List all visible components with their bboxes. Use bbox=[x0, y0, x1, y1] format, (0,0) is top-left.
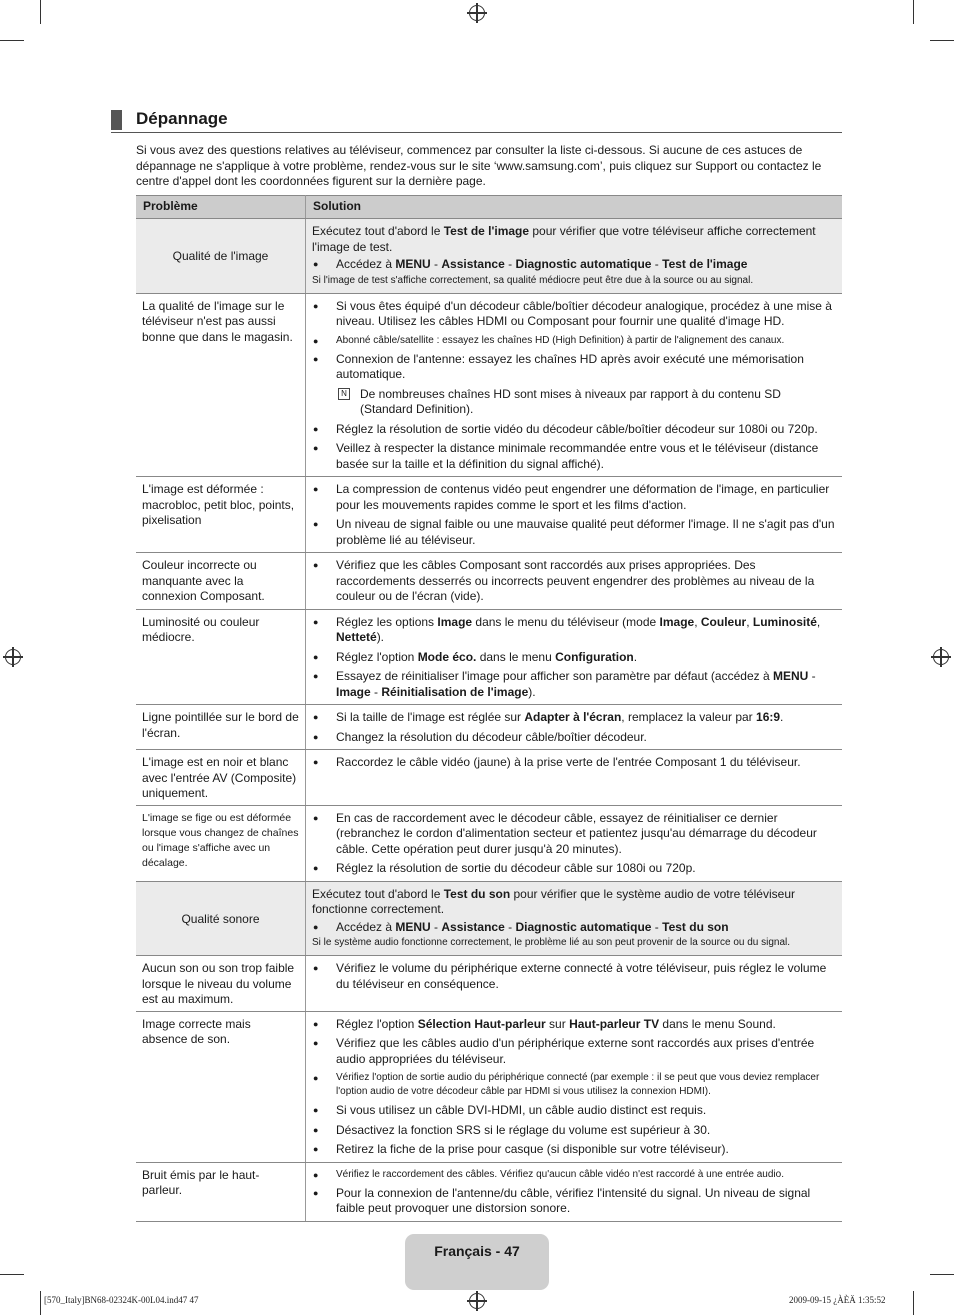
solution-cell bbox=[306, 805, 843, 881]
crop-mark bbox=[930, 1274, 954, 1275]
list-item-text: Si vous utilisez un câble DVI-HDMI, un câble audio distinct est requis. bbox=[336, 1103, 707, 1117]
note-item bbox=[312, 387, 836, 418]
table-row bbox=[136, 1162, 842, 1221]
table-row bbox=[136, 553, 842, 610]
bullet-icon: ● bbox=[313, 712, 319, 722]
list-item bbox=[312, 1017, 836, 1033]
bullet-icon: ● bbox=[313, 1124, 319, 1135]
problem-cell: Qualité sonore bbox=[136, 881, 306, 956]
heading-bar bbox=[111, 110, 122, 130]
print-info-left: [570_Italy]BN68-02324K-00L04.ind47 47 bbox=[44, 1295, 199, 1305]
list-item bbox=[312, 615, 836, 646]
intro-paragraph: Si vous avez des questions relatives au téléviseur, commencez par consulter la liste ci-dessous. Si aucune de ces astuces de dépannage ne s'applique à votre problème, rendez-vous sur le site ‘www.samsung.com’, puis cliquez sur Support ou contactez le centre d'appel dont les coordonnées figurent sur la dernière page. bbox=[136, 143, 822, 188]
list-item bbox=[312, 482, 836, 513]
table-row bbox=[136, 609, 842, 705]
list-item bbox=[312, 1142, 836, 1158]
list-item bbox=[312, 920, 836, 936]
page-number-badge bbox=[405, 1234, 549, 1290]
solution-list bbox=[312, 1017, 836, 1158]
solution-list bbox=[312, 558, 836, 605]
solution-list bbox=[312, 755, 836, 771]
table-row bbox=[136, 477, 842, 553]
table-row bbox=[136, 750, 842, 806]
list-item bbox=[312, 558, 836, 605]
list-item bbox=[312, 334, 836, 348]
solution-cell bbox=[306, 705, 843, 750]
list-item bbox=[312, 352, 836, 383]
solution-list bbox=[312, 615, 836, 701]
solution-cell bbox=[306, 553, 843, 610]
bullet-icon: ● bbox=[313, 671, 319, 681]
list-item bbox=[312, 441, 836, 472]
crop-mark bbox=[0, 40, 24, 41]
table-row bbox=[136, 956, 842, 1012]
list-item-text: Accédez à MENU - Assistance - Diagnostic automatique - Test de l'image bbox=[336, 257, 748, 271]
problem-cell: Aucun son ou son trop faible lorsque le niveau du volume est au maximum. bbox=[136, 956, 306, 1012]
crop-mark bbox=[913, 1291, 914, 1315]
list-item bbox=[312, 257, 836, 273]
list-item-text: Vérifiez que les câbles Composant sont raccordés aux prises appropriées. Des raccordements desserrés ou incorrects peuvent engendrer des problèmes au niveau de la couleur ou de l'écran (vide). bbox=[336, 558, 815, 603]
list-item bbox=[312, 811, 836, 858]
list-item-text: Un niveau de signal faible ou une mauvaise qualité peut déformer l'image. Il ne s'agit pas d'un problème lié au téléviseur. bbox=[336, 517, 835, 547]
list-item bbox=[312, 1168, 836, 1182]
bullet-icon: ● bbox=[313, 757, 319, 767]
page-title: Dépannage bbox=[136, 109, 228, 128]
solution-cell bbox=[306, 1162, 843, 1221]
registration-mark-icon bbox=[469, 1293, 485, 1309]
registration-mark-icon bbox=[469, 5, 485, 21]
solution-list bbox=[312, 482, 836, 548]
list-item bbox=[312, 1036, 836, 1067]
list-item-text: Désactivez la fonction SRS si le réglage du volume est supérieur à 30. bbox=[336, 1122, 711, 1137]
list-item bbox=[312, 422, 836, 438]
list-item bbox=[312, 1123, 836, 1139]
list-item-text: Connexion de l'antenne: essayez les chaînes HD après avoir exécuté une mémorisation automatique. bbox=[336, 351, 804, 381]
page-number: Français - 47 bbox=[434, 1243, 520, 1259]
table-row bbox=[136, 293, 842, 477]
list-item bbox=[312, 1071, 836, 1099]
list-item-text: Réglez les options Image dans le menu du téléviseur (mode Image, Couleur, Luminosité, Netteté). bbox=[336, 614, 821, 644]
list-item-text: Retirez la fiche de la prise pour casque (si disponible sur votre téléviseur). bbox=[336, 1142, 729, 1156]
note-icon: N bbox=[338, 388, 350, 400]
list-item-text: Réglez la résolution de sortie vidéo du décodeur câble/boîtier décodeur sur 1080i ou 720p. bbox=[336, 421, 818, 436]
column-header-problem: Problème bbox=[136, 196, 306, 219]
solution-cell bbox=[306, 750, 843, 806]
registration-mark-icon bbox=[933, 649, 949, 665]
list-item-text: Réglez l'option Sélection Haut-parleur sur Haut-parleur TV dans le menu Sound. bbox=[336, 1016, 776, 1031]
problem-cell: Luminosité ou couleur médiocre. bbox=[136, 609, 306, 705]
solution-cell bbox=[306, 1011, 843, 1162]
list-item-text: Si vous êtes équipé d'un décodeur câble/boîtier décodeur analogique, procédez à une mise à niveau. Utilisez les câbles HDMI ou Composant pour fournir une qualité d'image HD. bbox=[336, 298, 832, 328]
bullet-icon: ● bbox=[313, 335, 319, 346]
list-item bbox=[312, 517, 836, 548]
table-row bbox=[136, 219, 842, 294]
list-item-text: De nombreuses chaînes HD sont mises à niveaux par rapport à du contenu SD (Standard Definition). bbox=[360, 386, 781, 416]
list-item bbox=[312, 961, 836, 992]
crop-mark bbox=[930, 40, 954, 41]
bullet-icon: ● bbox=[313, 921, 319, 932]
bullet-icon: ● bbox=[313, 812, 319, 823]
solution-cell bbox=[306, 477, 843, 553]
bullet-icon: ● bbox=[313, 1038, 319, 1048]
solution-text: Exécutez tout d'abord le Test du son pour vérifier que le système audio de votre téléviseur fonctionne correctement. bbox=[312, 886, 795, 916]
list-item-text: Veillez à respecter la distance minimale recommandée entre vous et le téléviseur (distance basée sur la taille et la définition du signal affiché). bbox=[336, 441, 819, 471]
list-item-text: Réglez la résolution de sortie du décodeur câble sur 1080i ou 720p. bbox=[336, 861, 696, 875]
problem-cell: Image correcte mais absence de son. bbox=[136, 1011, 306, 1162]
list-item-text: En cas de raccordement avec le décodeur câble, essayez de réinitialiser ce dernier (rebranchez le cordon d'alimentation secteur et patientez jusqu'au démarrage du décodeur câble. Cette opération peut durer jusqu'à 20 minutes). bbox=[336, 810, 817, 856]
solution-list bbox=[312, 920, 836, 936]
bullet-icon: ● bbox=[313, 1073, 319, 1083]
solution-cell bbox=[306, 956, 843, 1012]
list-item-text: Vérifiez le raccordement des câbles. Vérifiez qu'aucun câble vidéo n'est raccordé à une entrée audio. bbox=[336, 1168, 784, 1180]
list-item-text: Raccordez le câble vidéo (jaune) à la prise verte de l'entrée Composant 1 du téléviseur. bbox=[336, 755, 801, 769]
section-heading bbox=[111, 108, 842, 133]
crop-mark bbox=[40, 0, 41, 24]
table-row bbox=[136, 805, 842, 881]
list-item-text: Changez la résolution du décodeur câble/boîtier décodeur. bbox=[336, 729, 647, 744]
registration-mark-icon bbox=[5, 649, 21, 665]
table-header-row bbox=[136, 196, 842, 219]
list-item bbox=[312, 650, 836, 666]
bullet-icon: ● bbox=[313, 560, 319, 570]
list-item-text: Vérifiez l'option de sortie audio du périphérique connecté (par exemple : il se peut que vous deviez remplacer l'option audio de votre décodeur câble par HDMI si vous utilisez la connexion HDMI). bbox=[336, 1072, 820, 1097]
list-item bbox=[312, 861, 836, 877]
crop-mark bbox=[0, 1274, 24, 1275]
list-item-text: Si la taille de l'image est réglée sur Adapter à l'écran, remplacez la valeur par 16:9. bbox=[336, 710, 784, 724]
problem-cell: Bruit émis par le haut-parleur. bbox=[136, 1162, 306, 1221]
crop-mark bbox=[40, 1291, 41, 1315]
bullet-icon: ● bbox=[313, 1018, 319, 1029]
table-row bbox=[136, 881, 842, 956]
solution-cell bbox=[306, 293, 843, 477]
bullet-icon: ● bbox=[313, 863, 319, 873]
solution-cell bbox=[306, 609, 843, 705]
list-item-text: Pour la connexion de l'antenne/du câble, vérifiez l'intensité du signal. Un niveau de signal faible peut provoquer une distorsion sonore. bbox=[336, 1185, 811, 1215]
list-item-text: Vérifiez que les câbles audio d'un périphérique externe sont raccordés aux prises d'entrée audio appropriées du téléviseur. bbox=[336, 1036, 815, 1066]
bullet-icon: ● bbox=[313, 1105, 319, 1115]
list-item-text: La compression de contenus vidéo peut engendrer une déformation de l'image, en particulier pour les mouvements rapides comme le sport et les films d'action. bbox=[336, 482, 830, 512]
list-item bbox=[312, 730, 836, 746]
solution-list bbox=[312, 299, 836, 473]
troubleshooting-table bbox=[136, 195, 842, 1222]
column-header-solution: Solution bbox=[306, 196, 843, 219]
bullet-icon: ● bbox=[313, 353, 319, 364]
table-row bbox=[136, 1011, 842, 1162]
crop-mark bbox=[913, 0, 914, 24]
problem-cell: Qualité de l'image bbox=[136, 219, 306, 294]
bullet-icon: ● bbox=[313, 443, 319, 453]
solution-list bbox=[312, 811, 836, 877]
bullet-icon: ● bbox=[313, 651, 319, 662]
list-item bbox=[312, 710, 836, 726]
problem-cell: L'image est déformée : macrobloc, petit bloc, points, pixelisation bbox=[136, 477, 306, 553]
table-row bbox=[136, 705, 842, 750]
problem-cell: La qualité de l'image sur le téléviseur n'est pas aussi bonne que dans le magasin. bbox=[136, 293, 306, 477]
problem-cell: Ligne pointillée sur le bord de l'écran. bbox=[136, 705, 306, 750]
solution-cell bbox=[306, 881, 843, 956]
list-item-text: Vérifiez le volume du périphérique externe connecté à votre téléviseur, puis réglez le volume du téléviseur en conséquence. bbox=[336, 961, 827, 991]
problem-cell: Couleur incorrecte ou manquante avec la connexion Composant. bbox=[136, 553, 306, 610]
list-item-text: Accédez à MENU - Assistance - Diagnostic automatique - Test du son bbox=[336, 919, 729, 934]
solution-list bbox=[312, 1168, 836, 1217]
bullet-icon: ● bbox=[313, 1144, 319, 1154]
bullet-icon: ● bbox=[313, 1187, 319, 1198]
bullet-icon: ● bbox=[313, 1169, 319, 1180]
problem-cell: L'image se fige ou est déformée lorsque vous changez de chaînes ou l'image s'affiche avec un décalage. bbox=[136, 805, 306, 881]
bullet-icon: ● bbox=[313, 519, 319, 529]
bullet-icon: ● bbox=[313, 423, 319, 434]
list-item-text: Réglez l'option Mode éco. dans le menu Configuration. bbox=[336, 649, 638, 664]
solution-list bbox=[312, 257, 836, 273]
print-info-right: 2009-09-15 ¿ÀÈÄ 1:35:52 bbox=[789, 1295, 886, 1305]
bullet-icon: ● bbox=[313, 300, 319, 311]
list-item-text: Abonné câble/satellite : essayez les chaînes HD (High Definition) à partir de l'alignement des canaux. bbox=[336, 334, 785, 346]
list-item bbox=[312, 1103, 836, 1119]
list-item bbox=[312, 755, 836, 771]
list-item bbox=[312, 1186, 836, 1217]
solution-cell bbox=[306, 219, 843, 294]
table-body bbox=[136, 219, 842, 1222]
solution-list bbox=[312, 961, 836, 992]
list-item-text: Essayez de réinitialiser l'image pour afficher son paramètre par défaut (accédez à MENU - Image - Réinitialisation de l'image). bbox=[336, 669, 816, 699]
solution-text: Exécutez tout d'abord le Test de l'image pour vérifier que votre téléviseur affiche correctement l'image de test. bbox=[312, 224, 816, 254]
solution-list bbox=[312, 710, 836, 745]
bullet-icon: ● bbox=[313, 259, 319, 269]
list-item bbox=[312, 669, 836, 700]
bullet-icon: ● bbox=[313, 616, 319, 627]
solution-text: Si l'image de test s'affiche correctement, sa qualité médiocre peut être due à la source ou au signal. bbox=[312, 274, 754, 286]
list-item bbox=[312, 299, 836, 330]
bullet-icon: ● bbox=[313, 484, 319, 494]
bullet-icon: ● bbox=[313, 963, 319, 973]
problem-cell: L'image est en noir et blanc avec l'entrée AV (Composite) uniquement. bbox=[136, 750, 306, 806]
solution-text: Si le système audio fonctionne correctement, le problème lié au son peut provenir de la source ou du signal. bbox=[312, 937, 791, 948]
bullet-icon: ● bbox=[313, 731, 319, 742]
